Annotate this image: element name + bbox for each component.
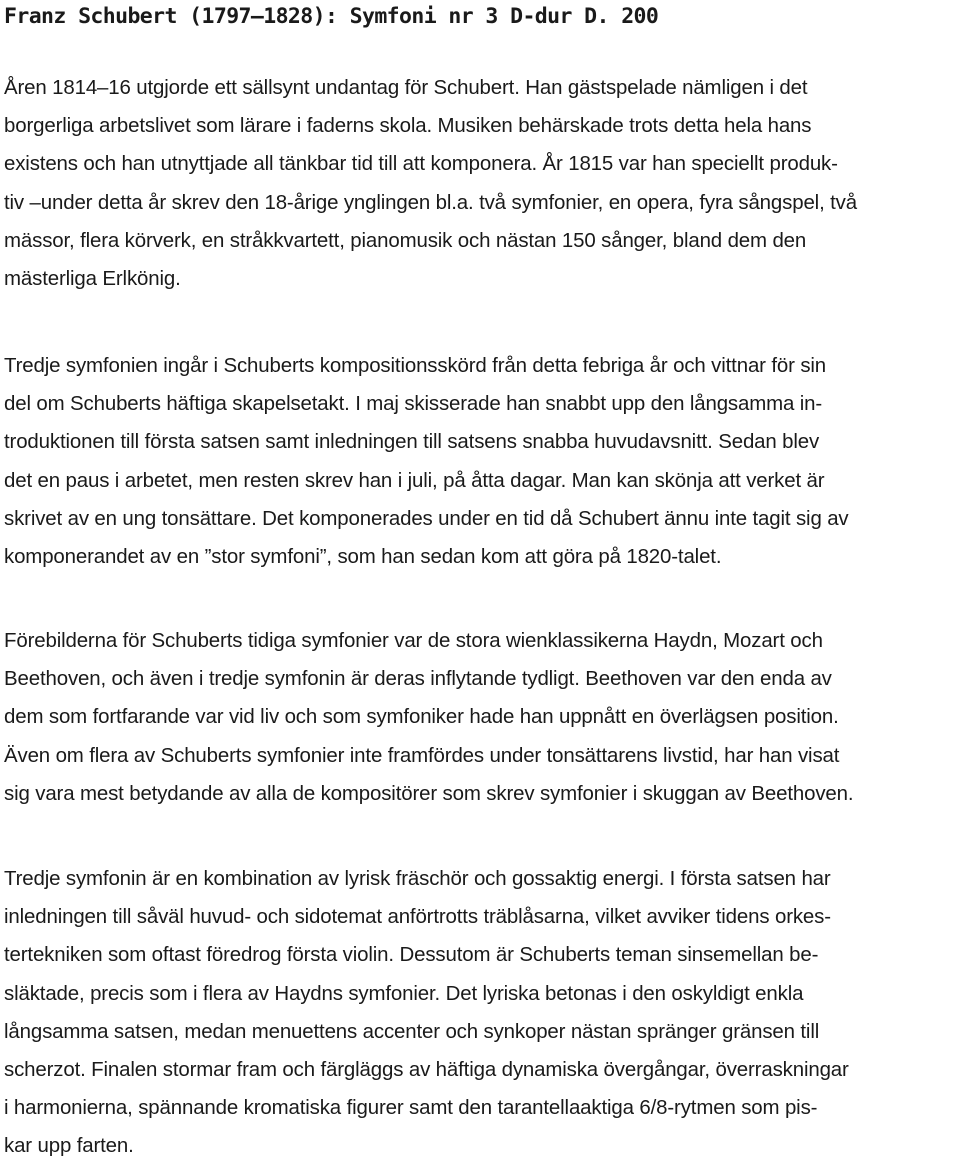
text-line: scherzot. Finalen stormar fram och färgläggs av häftiga dynamiska övergångar, överraskningar <box>4 1058 849 1082</box>
paragraph-4 <box>4 860 956 1166</box>
text-line: Tredje symfonien ingår i Schuberts kompositionsskörd från detta febriga år och vittnar för sin <box>4 354 827 377</box>
text-line: sig vara mest betydande av alla de kompositörer som skrev symfonier i skuggan av Beethoven. <box>4 781 854 805</box>
text-line: skrivet av en ung tonsättare. Det komponerades under en tid då Schubert ännu inte tagit sig av <box>4 506 849 530</box>
text-line: Tredje symfonin är en kombination av lyrisk fräschör och gossaktig energi. I första satsen har <box>4 867 831 890</box>
text-line: Åren 1814–16 utgjorde ett sällsynt undantag för Schubert. Han gästspelade nämligen i det <box>4 76 808 99</box>
text-line: långsamma satsen, medan menuettens accenter och synkoper nästan spränger gränsen till <box>4 1019 820 1043</box>
text-line: borgerliga arbetslivet som lärare i faderns skola. Musiken behärskade trots detta hela hans <box>4 114 812 138</box>
text-line: i harmonierna, spännande kromatiska figurer samt den tarantellaaktiga 6/8-rytmen som pis- <box>4 1096 818 1120</box>
text-line: släktade, precis som i flera av Haydns symfonier. Det lyriska betonas i den oskyldigt enkla <box>4 981 804 1005</box>
text-line: Även om flera av Schuberts symfonier inte framfördes under tonsättarens livstid, har han visat <box>4 743 840 767</box>
text-line: komponerandet av en ”stor symfoni”, som han sedan kom att göra på 1820-talet. <box>4 545 722 569</box>
paragraph-1 <box>4 69 956 298</box>
paragraph-3 <box>4 622 956 813</box>
text-line: tertekniken som oftast föredrog första violin. Dessutom är Schuberts teman sinsemellan be- <box>4 943 819 967</box>
text-line: troduktionen till första satsen samt inledningen till satsens snabba huvudavsnitt. Sedan blev <box>4 430 820 454</box>
text-line: del om Schuberts häftiga skapelsetakt. I maj skisserade han snabbt upp den långsamma in- <box>4 392 823 416</box>
text-line: kar upp farten. <box>4 1134 134 1158</box>
text-line: mästerliga Erlkönig. <box>4 267 181 291</box>
text-line: Beethoven, och även i tredje symfonin är deras inflytande tydligt. Beethoven var den enda av <box>4 667 832 691</box>
text-line: dem som fortfarande var vid liv och som symfoniker hade han uppnått en överlägsen position. <box>4 705 839 729</box>
text-line: det en paus i arbetet, men resten skrev han i juli, på åtta dagar. Man kan skönja att verket är <box>4 468 825 492</box>
text-line: inledningen till såväl huvud- och sidotemat anförtrotts träblåsarna, vilket avviker tidens orkes- <box>4 905 831 929</box>
text-line: Förebilderna för Schuberts tidiga symfonier var de stora wienklassikerna Haydn, Mozart och <box>4 629 823 652</box>
text-line: existens och han utnyttjade all tänkbar tid till att komponera. År 1815 var han speciellt produk- <box>4 152 838 176</box>
document-title: Franz Schubert (1797–1828): Symfoni nr 3 D-dur D. 200 <box>4 4 659 29</box>
text-line: tiv –under detta år skrev den 18-årige ynglingen bl.a. två symfonier, en opera, fyra sångspel, två <box>4 190 857 214</box>
paragraph-2 <box>4 347 956 576</box>
text-line: mässor, flera körverk, en stråkkvartett, pianomusik och nästan 150 sånger, bland dem den <box>4 228 807 252</box>
